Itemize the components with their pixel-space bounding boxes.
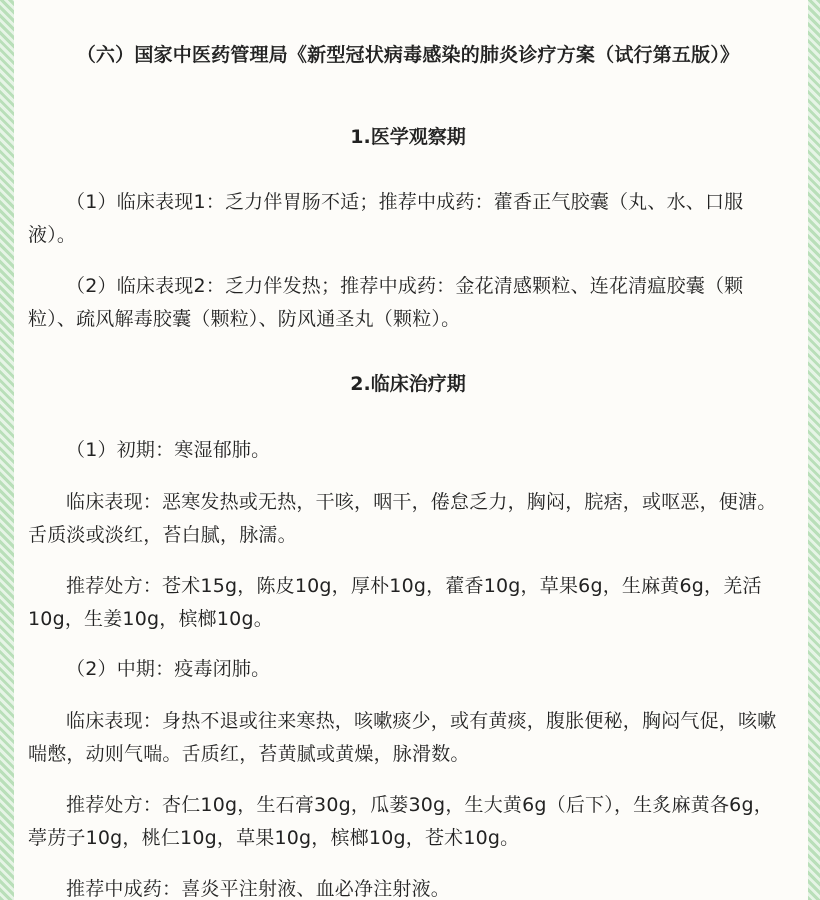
paragraph: （2）临床表现2：乏力伴发热；推荐中成药：金花清感颗粒、连花清瘟胶囊（颗粒）、疏风解毒胶囊（颗粒）、防风通圣丸（颗粒）。 <box>28 275 744 330</box>
paragraph: 临床表现：恶寒发热或无热，干咳，咽干，倦怠乏力，胸闷，脘痞，或呕恶，便溏。舌质淡或淡红，苔白腻，脉濡。 <box>28 491 777 546</box>
paragraph: （1）初期：寒湿郁肺。 <box>66 439 271 461</box>
paragraph: （1）临床表现1：乏力伴胃肠不适；推荐中成药：藿香正气胶囊（丸、水、口服液）。 <box>28 191 744 246</box>
right-decorative-border <box>808 0 820 900</box>
paragraph: 推荐中成药：喜炎平注射液、血必净注射液。 <box>66 878 451 900</box>
paragraph: 推荐处方：杏仁10g，生石膏30g，瓜蒌30g，生大黄6g（后下），生炙麻黄各6g，葶苈子10g，桃仁10g，草果10g，槟榔10g，苍术10g。 <box>28 794 773 849</box>
document-page <box>14 0 808 900</box>
paragraph: （2）中期：疫毒闭肺。 <box>66 658 271 680</box>
paragraph: 临床表现：身热不退或往来寒热，咳嗽痰少，或有黄痰，腹胀便秘，胸闷气促，咳嗽喘憋，动则气喘。舌质红，苔黄腻或黄燥，脉滑数。 <box>28 710 777 765</box>
left-decorative-border <box>0 0 14 900</box>
document-title: （六）国家中医药管理局《新型冠状病毒感染的肺炎诊疗方案（试行第五版）》 <box>76 44 740 66</box>
section-heading-medical-observation: 1.医学观察期 <box>350 126 466 148</box>
paragraph: 推荐处方：苍术15g，陈皮10g，厚朴10g，藿香10g，草果6g，生麻黄6g，羌活10g，生姜10g，槟榔10g。 <box>28 575 762 630</box>
section-heading-clinical-treatment: 2.临床治疗期 <box>350 373 466 395</box>
